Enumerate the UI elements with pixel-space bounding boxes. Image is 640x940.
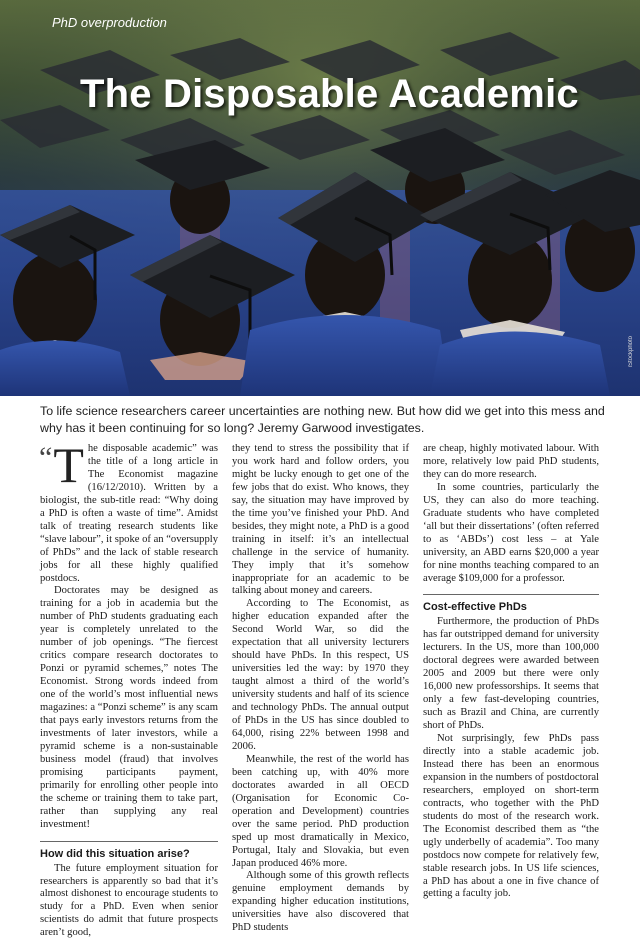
paragraph: According to The Economist, as higher education expanded after the Second World War, so did the expectation that all university lecturers should have PhDs. In this respect, US universities led the way: by 1970 they taught almost a third of the world’s university students and half of its science and technology PhDs. The annual output of PhDs in the US has since doubled to 64,000, rising 22% between 1998 and 2006. — [232, 598, 409, 752]
hero-photo — [0, 0, 640, 396]
article-headline: The Disposable Academic — [80, 72, 579, 116]
paragraph: are cheap, highly motivated labour. With more, relatively low paid PhD students, they can do more research. — [423, 443, 599, 480]
subheading: How did this situation arise? — [40, 841, 218, 861]
drop-cap: T — [53, 437, 84, 493]
article-column-2 — [232, 443, 409, 935]
paragraph: Although some of this growth reflects genuine employment demands by expanding higher education institutions, universities have also discovered that PhD students — [232, 870, 409, 934]
standfirst: To life science researchers career uncertainties are nothing new. But how did we get into this mess and why has it been continuing for so long? Jeremy Garwood investigates. — [40, 404, 605, 435]
open-quote-mark: “ — [39, 441, 53, 474]
paragraph: Meanwhile, the rest of the world has been catching up, with 40% more doctorates awarded in all OECD (Organisation for Economic Co-operation and Development) countries over the same period. PhD production sped up most dramatically in Mexico, Portugal, Italy and Slovakia, but even Japan produced 46% more. — [232, 753, 409, 869]
article-column-1 — [39, 437, 218, 940]
paragraph: Doctorates may be designed as training for a job in academia but the number of PhD students graduating each year is completely unrelated to the number of job openings. “The fiercest critics compare research doctorates to Ponzi or pyramid schemes,” notes The Economist. Strong words indeed from one of the world’s most influential news magazines: a “Ponzi scheme” is any scam that pays early investors returns from the investments of later investors, while a pyramid scheme is a non-sustainable business model (fraud) that involves promising participants payment, primarily for enrolling other people into the scheme or training them to take part, rather than supplying any real investment! — [40, 585, 218, 830]
paragraph: In some countries, particularly the US, they can also do more teaching. Graduate students who have completed ‘all but their dissertations’ (often referred to as ‘ABDs’) cost less – at Yale university, an ABD earns $20,000 a year for nine months teaching compared to an average $109,000 for a professor. — [423, 481, 599, 584]
paragraph: Not surprisingly, few PhDs pass directly into a stable academic job. Instead there has been an enormous expansion in the numbers of postdoctoral researchers, employed on short-term contracts, who together with the PhD students do most of the research work. The Economist described them as “the ugly underbelly of academia”. Too many postdocs now compete for relatively few, stable research jobs. In US life sciences, a PhD has about a one in five chance of getting a faculty job. — [423, 733, 599, 900]
subheading: Cost-effective PhDs — [423, 594, 599, 614]
graduates-illustration — [0, 0, 640, 396]
section-tag: PhD overproduction — [52, 15, 167, 30]
paragraph: The future employment situation for researchers is apparently so bad that it’s almost dishonest to encourage students to study for a PhD. Even when senior scientists do admit that future prospects aren’t good, — [40, 862, 218, 939]
paragraph: Furthermore, the production of PhDs has far outstripped demand for university lecturers. In the US, more than 100,000 doctoral degrees were awarded between 2005 and 2009 but there were only 16,000 new professorships. It seems that only a few fast-developing countries, such as Brazil and China, are currently short of PhDs. — [423, 616, 599, 732]
article-column-3 — [423, 443, 599, 901]
photo-credit: iStockphoto — [628, 336, 634, 368]
paragraph: he disposable academic” was the title of a long article in The Economist magazine (16/12/2010). Written by a biologist, the sub-title read: “Why doing a PhD is often a waste of time”. Amidst talk of treating research students like “slave labour”, it spoke of an “oversupply of PhDs” and the lack of stable research jobs for all these highly qualified postdocs. — [40, 443, 218, 584]
paragraph: they tend to stress the possibility that if you work hard and follow orders, you might be lucky enough to get one of the few jobs that do exist. Who knows, they say, the situation may have improved by the time you’ve finished your PhD. And besides, they might note, a PhD is a good training in itself: it’s an intellectual challenge in the service of humanity. They imply that it’s somehow inappropriate for an academic to be talking about money and careers. — [232, 443, 409, 597]
